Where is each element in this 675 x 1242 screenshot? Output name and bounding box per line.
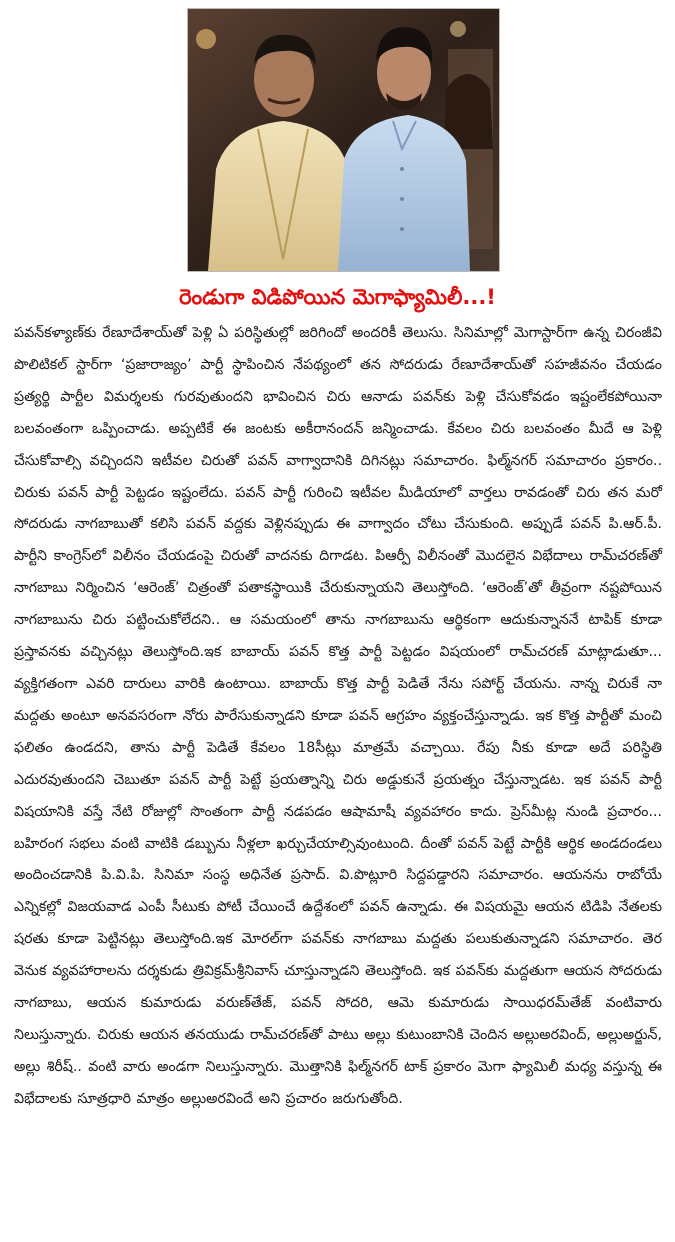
article-body — [14, 318, 662, 1116]
photo-illustration — [188, 9, 499, 271]
article-photo — [187, 8, 500, 272]
article-paragraph: పవన్‌కళ్యాణ్‌కు రేణూదేశాయ్‌తో పెళ్లి ఏ పరిస్థితుల్లో జరిగిందో అందరికీ తెలుసు. సినిమాల్లో మెగాస్టార్‌గా ఉన్న చిరంజీవి పొలిటికల్ స్టార్‌గా ‘ప్రజారాజ్యం’ పార్టీ స్థాపించిన నేపథ్యంలో తన సోదరుడు రేణూదేశాయ్‌తో సహజీవనం చేయడం ప్రత్యర్థి పార్టీల విమర్శలకు గురవుతుందని భావించిన చిరు ఆనాడు పవన్‌కు పెళ్లి చేసుకోవడం ఇష్టంలేకపోయినా బలవంతంగా ఒప్పించాడు. అప్పటికే ఈ జంటకు అకీరానందన్ జన్మించాడు. కేవలం చిరు బలవంతం మీదే ఆ పెళ్లి చేసుకోవాల్సి వచ్చిందని ఇటీవల చిరుతో పవన్ వాగ్వాదానికి దిగినట్లు సమాచారం. ఫిల్మ్‌నగర్ సమాచారం ప్రకారం.. చిరుకు పవన్ పార్టీ పెట్టడం ఇష్టంలేదు. పవన్ పార్టీ గురించి ఇటీవల మీడియాలో వార్తలు రావడంతో చిరు తన మరో సోదరుడు నాగబాబుతో కలిసి పవన్ వద్దకు వెళ్లినప్పుడు ఈ వాగ్వాదం చోటు చేసుకుంది. అప్పుడే పవన్ పి.ఆర్.పీ. పార్టీని కాంగ్రెస్‌లో విలీనం చేయడంపై చిరుతో వాదనకు దిగాడట. పిఆర్పీ విలీనంతో మొదలైన విభేదాలు రామ్‌చరణ్‌తో నాగబాబు నిర్మించిన ‘ఆరెంజ్’ చిత్రంతో పతాకస్థాయికి చేరుకున్నాయని తెలుస్తోంది. ‘ఆరెంజ్’తో తీవ్రంగా నష్టపోయిన నాగబాబును చిరు పట్టించుకోలేదని.. ఆ సమయంలో తాను నాగబాబును ఆర్థికంగా ఆదుకున్నాననే టాపిక్ కూడా ప్రస్తావనకు వచ్చినట్లు తెలుస్తోంది.ఇక బాబాయ్ పవన్ కొత్త పార్టీ పెట్టడం విషయంలో రామ్‌చరణ్ మాట్లాడుతూ... వ్యక్తిగతంగా ఎవరి దారులు వారికి ఉంటాయి. బాబాయ్ కొత్త పార్టీ పెడితే నేను సపోర్ట్ చేయను. నాన్న చిరుకే నా మద్దతు అంటూ అనవసరంగా నోరు పారేసుకున్నాడని కూడా పవన్ ఆగ్రహం వ్యక్తంచేస్తున్నాడు. ఇక కొత్త పార్టీతో మంచి ఫలితం ఉండదని, తాను పార్టీ పెడితే కేవలం 18సీట్లు మాత్రమే వచ్చాయి. రేపు నీకు కూడా అదే పరిస్థితి ఎదురవుతుందని చెబుతూ పవన్ పార్టీ పెట్టే ప్రయత్నాన్ని చిరు అడ్డుకునే ప్రయత్నం చేస్తున్నాడట. ఇక పవన్ పార్టీ విషయానికి వస్తే నేటి రోజుల్లో సొంతంగా పార్టీ నడపడం ఆషామాషీ వ్యవహారం కాదు. ప్రెస్‌మీట్ల నుండి ప్రచారం... బహిరంగ సభలు వంటి వాటికి డబ్బును నీళ్లలా ఖర్చుచేయాల్సివుంటుంది. దీంతో పవన్ పెట్టే పార్టీకి ఆర్థిక అండదండలు అందించడానికి పి.వి.పి. సినిమా సంస్థ అధినేత ప్రసాద్. వి.పొట్లూరి సిద్దపడ్డారని సమాచారం. ఆయనను రాబోయే ఎన్నికల్లో విజయవాడ ఎంపీ సీటుకు పోటీ చేయించే ఉద్దేశంలో పవన్ ఉన్నాడు. ఈ విషయమై ఆయన టిడిపి నేతలకు షరతు కూడా పెట్టినట్లు తెలుస్తోంది.ఇక మోరల్‌గా పవన్‌కు నాగబాబు మద్దతు పలుకుతున్నాడని సమాచారం. తెర వెనుక వ్యవహారాలను దర్శకుడు త్రివిక్రమ్‌శ్రీనివాస్ చూస్తున్నాడని తెలుస్తోంది. ఇక పవన్‌కు మద్దతుగా ఆయన సోదరుడు నాగబాబు, ఆయన కుమారుడు వరుణ్‌తేజ్, పవన్ సోదరి, ఆమె కుమారుడు సాయిధరమ్‌తేజ్ వంటివారు నిలుస్తున్నారు. చిరుకు ఆయన తనయుడు రామ్‌చరణ్‌తో పాటు అల్లు కుటుంబానికి చెందిన అల్లుఅరవింద్, అల్లుఅర్జున్, అల్లు శిరీష్.. వంటి వారు అండగా నిలుస్తున్నారు. మొత్తానికి ఫిల్మ్‌నగర్ టాక్ ప్రకారం మెగా ఫ్యామిలీ మధ్య వస్తున్న ఈ విభేదాలకు సూత్రధారి మాత్రం అల్లుఅరవిందే అని ప్రచారం జరుగుతోంది. — [14, 325, 662, 1107]
article-headline: రెండుగా విడిపోయిన మెగాఫ్యామిలీ...! — [179, 285, 496, 309]
